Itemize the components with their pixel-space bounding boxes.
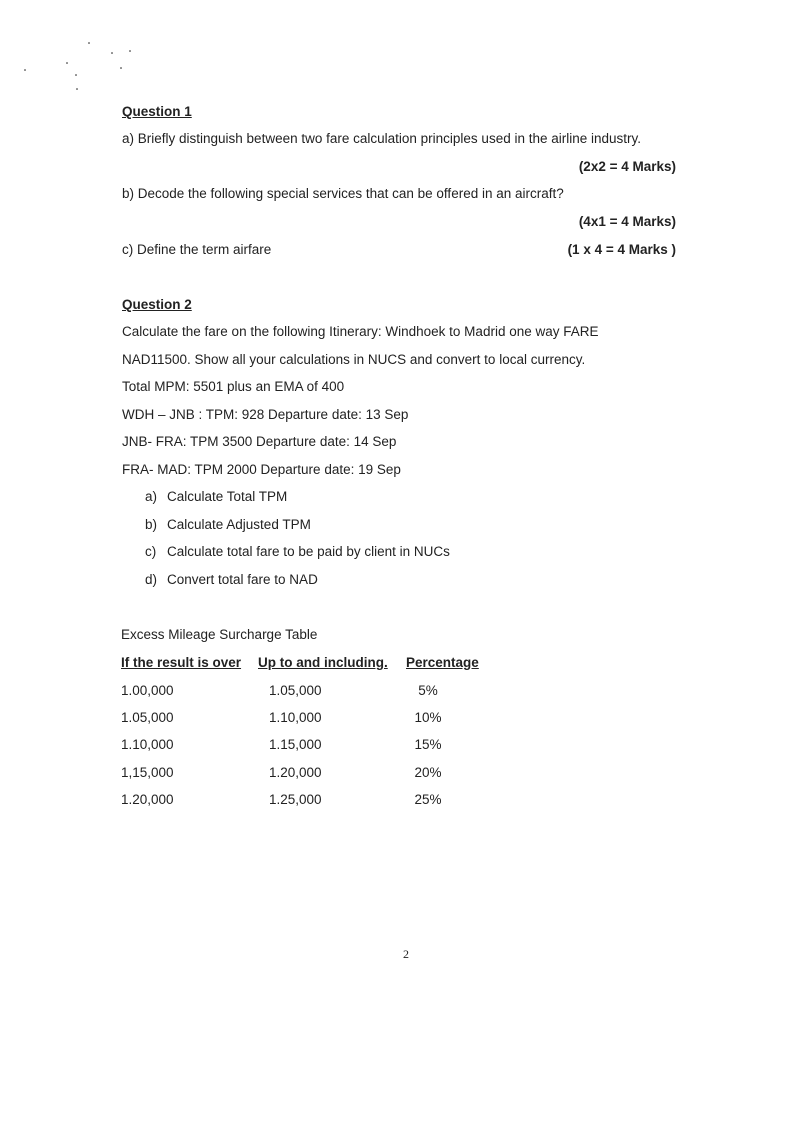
task-item: b) Calculate Adjusted TPM [145,517,311,532]
segment-wdh-jnb: WDH – JNB : TPM: 928 Departure date: 13 Sep [122,407,409,422]
table-cell: 1.00,000 [121,683,174,698]
table-cell: 1.10,000 [269,710,322,725]
table-header-over: If the result is over [121,655,242,670]
question-1a-marks: (2x2 = 4 Marks) [578,159,676,174]
table-cell: 1.05,000 [121,710,174,725]
table-header-up-to: Up to and including. [258,655,388,670]
question-1c-marks: (1 x 4 = 4 Marks ) [567,242,676,257]
scan-specks [0,0,160,100]
table-cell: 1.05,000 [269,683,322,698]
table-header-percentage: Percentage [406,655,479,670]
table-cell: 1.20,000 [269,765,322,780]
question-2-heading: Question 2 [122,297,192,312]
task-item: d) Convert total fare to NAD [145,572,318,587]
table-cell: 1.15,000 [269,737,322,752]
segment-fra-mad: FRA- MAD: TPM 2000 Departure date: 19 Sep [122,462,401,477]
table-cell: 1.25,000 [269,792,322,807]
question-1a-text: a) Briefly distinguish between two fare calculation principles used in the airline industry. [122,131,642,146]
question-2-intro-line-2: NAD11500. Show all your calculations in NUCS and convert to local currency. [122,352,586,367]
surcharge-table-title: Excess Mileage Surcharge Table [121,627,318,642]
table-cell: 1,15,000 [121,765,174,780]
page-number: 2 [403,947,409,961]
question-1-heading: Question 1 [122,104,192,119]
task-item: c) Calculate total fare to be paid by client in NUCs [145,544,450,559]
table-cell: 10% [414,710,442,725]
table-cell: 20% [414,765,442,780]
table-cell: 1.10,000 [121,737,174,752]
table-cell: 25% [414,792,442,807]
segment-jnb-fra: JNB- FRA: TPM 3500 Departure date: 14 Sep [122,434,397,449]
question-1c-text: c) Define the term airfare [122,242,272,257]
question-1b-marks: (4x1 = 4 Marks) [578,214,676,229]
total-mpm-line: Total MPM: 5501 plus an EMA of 400 [122,379,345,394]
table-cell: 1.20,000 [121,792,174,807]
task-item: a) Calculate Total TPM [145,489,288,504]
table-cell: 5% [418,683,438,698]
question-1b-text: b) Decode the following special services that can be offered in an aircraft? [122,186,564,201]
question-2-intro-line-1: Calculate the fare on the following Itinerary: Windhoek to Madrid one way FARE [122,324,599,339]
table-cell: 15% [414,737,442,752]
